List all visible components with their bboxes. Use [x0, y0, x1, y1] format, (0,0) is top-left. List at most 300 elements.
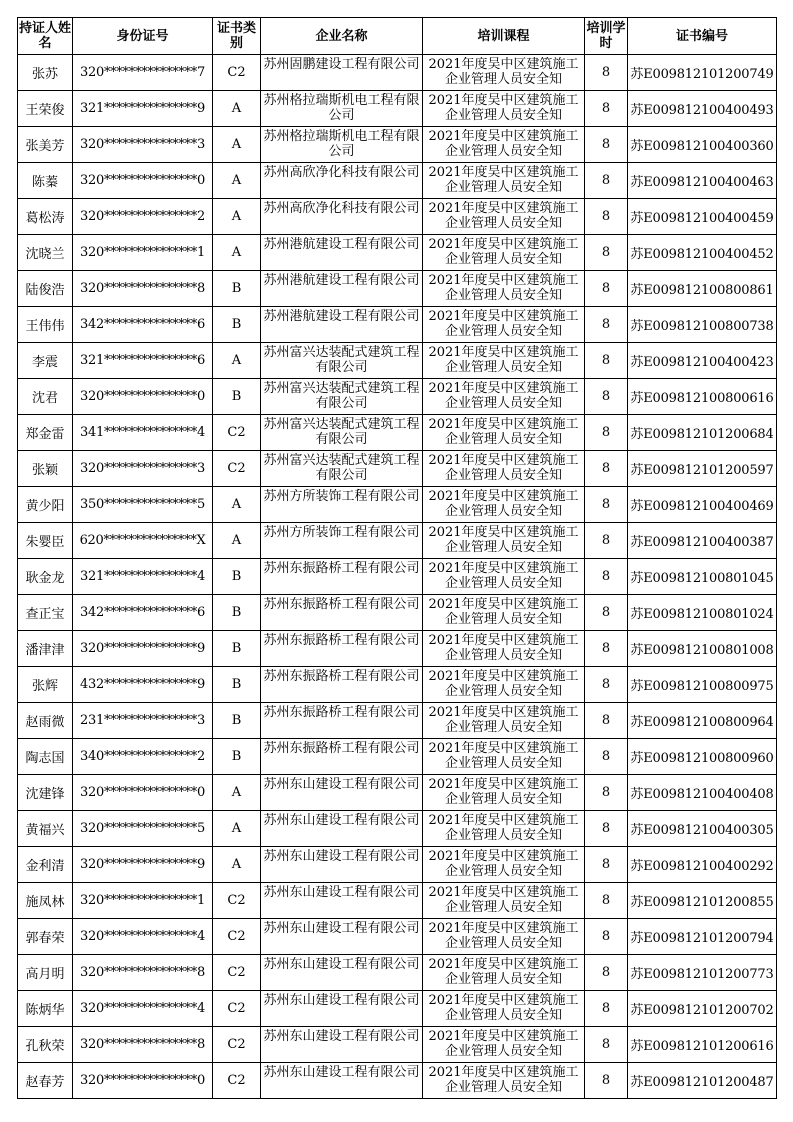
training-course-cell — [423, 235, 585, 271]
company-name-cell — [261, 847, 423, 883]
company-name-text: 苏州富兴达装配式建筑工程有限公司 — [263, 416, 420, 447]
company-name-cell — [261, 199, 423, 235]
id-number-cell: 340***************2 — [73, 739, 213, 775]
cert-number-cell: 苏E009812100800738 — [628, 307, 777, 343]
company-name-text: 苏州东振路桥工程有限公司 — [263, 596, 420, 612]
training-hours-cell: 8 — [585, 811, 628, 847]
training-hours-cell: 8 — [585, 91, 628, 127]
training-hours-cell: 8 — [585, 739, 628, 775]
holder-name-cell: 李震 — [18, 343, 73, 379]
cert-number-cell: 苏E009812101200487 — [628, 1063, 777, 1099]
training-hours-cell: 8 — [585, 1063, 628, 1099]
table-row — [18, 163, 777, 199]
cert-number-cell: 苏E009812100400493 — [628, 91, 777, 127]
holder-name-cell: 沈君 — [18, 379, 73, 415]
id-number-cell: 341***************4 — [73, 415, 213, 451]
training-course-cell — [423, 847, 585, 883]
holder-name-cell: 黄福兴 — [18, 811, 73, 847]
cert-number-cell: 苏E009812100400459 — [628, 199, 777, 235]
training-course-cell — [423, 955, 585, 991]
table-row — [18, 127, 777, 163]
certificate-table — [17, 17, 777, 1099]
training-hours-cell: 8 — [585, 199, 628, 235]
cert-category-cell: A — [213, 487, 261, 523]
training-course-text: 2021年度吴中区建筑施工企业管理人员安全知 — [428, 668, 579, 699]
table-row — [18, 559, 777, 595]
company-name-text: 苏州高欣净化科技有限公司 — [263, 200, 420, 216]
company-name-cell — [261, 955, 423, 991]
id-number-cell: 320***************0 — [73, 163, 213, 199]
holder-name-cell: 王荣俊 — [18, 91, 73, 127]
cert-category-cell: A — [213, 91, 261, 127]
training-course-cell — [423, 631, 585, 667]
company-name-cell — [261, 127, 423, 163]
table-row — [18, 415, 777, 451]
company-name-text: 苏州港航建设工程有限公司 — [263, 236, 420, 252]
cert-category-cell: C2 — [213, 1063, 261, 1099]
training-course-text: 2021年度吴中区建筑施工企业管理人员安全知 — [428, 776, 579, 807]
company-name-text: 苏州东山建设工程有限公司 — [263, 920, 420, 936]
training-course-cell — [423, 343, 585, 379]
table-row — [18, 991, 777, 1027]
training-hours-cell: 8 — [585, 343, 628, 379]
training-hours-cell: 8 — [585, 919, 628, 955]
holder-name-cell: 赵雨微 — [18, 703, 73, 739]
training-course-cell — [423, 523, 585, 559]
holder-name-cell: 高月明 — [18, 955, 73, 991]
training-hours-cell: 8 — [585, 559, 628, 595]
training-hours-cell: 8 — [585, 451, 628, 487]
cert-number-cell: 苏E009812100400408 — [628, 775, 777, 811]
company-name-cell — [261, 1063, 423, 1099]
holder-name-cell: 陈蓁 — [18, 163, 73, 199]
id-number-cell: 350***************5 — [73, 487, 213, 523]
table-row — [18, 1063, 777, 1099]
training-course-text: 2021年度吴中区建筑施工企业管理人员安全知 — [428, 812, 579, 843]
holder-name-cell: 陶志国 — [18, 739, 73, 775]
table-row — [18, 1027, 777, 1063]
cert-number-cell: 苏E009812100400423 — [628, 343, 777, 379]
cert-number-cell: 苏E009812100400360 — [628, 127, 777, 163]
training-course-text: 2021年度吴中区建筑施工企业管理人员安全知 — [428, 956, 579, 987]
company-name-text: 苏州东山建设工程有限公司 — [263, 1064, 420, 1080]
table-row — [18, 91, 777, 127]
header-id-number: 身份证号 — [73, 18, 213, 55]
id-number-cell: 320***************7 — [73, 55, 213, 91]
holder-name-cell: 赵春芳 — [18, 1063, 73, 1099]
id-number-cell: 320***************1 — [73, 235, 213, 271]
company-name-cell — [261, 991, 423, 1027]
cert-category-cell: B — [213, 307, 261, 343]
id-number-cell: 321***************9 — [73, 91, 213, 127]
training-hours-cell: 8 — [585, 415, 628, 451]
training-hours-cell: 8 — [585, 487, 628, 523]
company-name-text: 苏州东山建设工程有限公司 — [263, 992, 420, 1008]
training-course-cell — [423, 883, 585, 919]
training-course-text: 2021年度吴中区建筑施工企业管理人员安全知 — [428, 272, 579, 303]
id-number-cell: 320***************5 — [73, 811, 213, 847]
holder-name-cell: 陆俊浩 — [18, 271, 73, 307]
training-course-text: 2021年度吴中区建筑施工企业管理人员安全知 — [428, 380, 579, 411]
training-course-text: 2021年度吴中区建筑施工企业管理人员安全知 — [428, 308, 579, 339]
company-name-cell — [261, 343, 423, 379]
training-course-cell — [423, 667, 585, 703]
id-number-cell: 320***************9 — [73, 847, 213, 883]
id-number-cell: 320***************0 — [73, 379, 213, 415]
id-number-cell: 321***************4 — [73, 559, 213, 595]
cert-number-cell: 苏E009812101200773 — [628, 955, 777, 991]
company-name-cell — [261, 811, 423, 847]
id-number-cell: 320***************9 — [73, 631, 213, 667]
id-number-cell: 320***************3 — [73, 127, 213, 163]
company-name-text: 苏州东山建设工程有限公司 — [263, 884, 420, 900]
training-hours-cell: 8 — [585, 883, 628, 919]
cert-number-cell: 苏E009812100800960 — [628, 739, 777, 775]
training-course-text: 2021年度吴中区建筑施工企业管理人员安全知 — [428, 488, 579, 519]
company-name-cell — [261, 415, 423, 451]
training-hours-cell: 8 — [585, 667, 628, 703]
id-number-cell: 620***************X — [73, 523, 213, 559]
cert-category-cell: B — [213, 559, 261, 595]
training-course-text: 2021年度吴中区建筑施工企业管理人员安全知 — [428, 1064, 579, 1095]
training-course-text: 2021年度吴中区建筑施工企业管理人员安全知 — [428, 992, 579, 1023]
holder-name-cell: 潘津津 — [18, 631, 73, 667]
id-number-cell: 320***************8 — [73, 955, 213, 991]
cert-category-cell: A — [213, 523, 261, 559]
holder-name-cell: 朱婴臣 — [18, 523, 73, 559]
cert-category-cell: A — [213, 847, 261, 883]
training-course-cell — [423, 775, 585, 811]
training-course-text: 2021年度吴中区建筑施工企业管理人员安全知 — [428, 128, 579, 159]
cert-category-cell: C2 — [213, 955, 261, 991]
cert-category-cell: A — [213, 199, 261, 235]
cert-number-cell: 苏E009812101200749 — [628, 55, 777, 91]
training-course-cell — [423, 739, 585, 775]
training-course-cell — [423, 991, 585, 1027]
cert-category-cell: A — [213, 235, 261, 271]
holder-name-cell: 耿金龙 — [18, 559, 73, 595]
holder-name-cell: 张苏 — [18, 55, 73, 91]
training-course-cell — [423, 1063, 585, 1099]
table-header — [18, 18, 777, 55]
company-name-text: 苏州格拉瑞斯机电工程有限公司 — [263, 92, 420, 123]
holder-name-cell: 金利清 — [18, 847, 73, 883]
cert-category-cell: C2 — [213, 415, 261, 451]
company-name-text: 苏州东振路桥工程有限公司 — [263, 668, 420, 684]
training-course-cell — [423, 307, 585, 343]
company-name-cell — [261, 775, 423, 811]
cert-category-cell: A — [213, 163, 261, 199]
cert-number-cell: 苏E009812100400292 — [628, 847, 777, 883]
training-course-cell — [423, 271, 585, 307]
training-course-cell — [423, 811, 585, 847]
cert-number-cell: 苏E009812100801008 — [628, 631, 777, 667]
training-course-text: 2021年度吴中区建筑施工企业管理人员安全知 — [428, 884, 579, 915]
training-hours-cell: 8 — [585, 379, 628, 415]
company-name-cell — [261, 559, 423, 595]
company-name-cell — [261, 271, 423, 307]
training-course-text: 2021年度吴中区建筑施工企业管理人员安全知 — [428, 416, 579, 447]
company-name-cell — [261, 487, 423, 523]
company-name-text: 苏州富兴达装配式建筑工程有限公司 — [263, 344, 420, 375]
table-row — [18, 199, 777, 235]
cert-category-cell: A — [213, 775, 261, 811]
training-course-text: 2021年度吴中区建筑施工企业管理人员安全知 — [428, 848, 579, 879]
cert-category-cell: C2 — [213, 883, 261, 919]
training-course-cell — [423, 91, 585, 127]
cert-category-cell: C2 — [213, 451, 261, 487]
holder-name-cell: 查正宝 — [18, 595, 73, 631]
training-course-text: 2021年度吴中区建筑施工企业管理人员安全知 — [428, 236, 579, 267]
table-row — [18, 883, 777, 919]
id-number-cell: 432***************9 — [73, 667, 213, 703]
cert-number-cell: 苏E009812101200684 — [628, 415, 777, 451]
table-row — [18, 919, 777, 955]
table-row — [18, 739, 777, 775]
training-course-cell — [423, 127, 585, 163]
holder-name-cell: 施凤林 — [18, 883, 73, 919]
training-course-cell — [423, 919, 585, 955]
company-name-cell — [261, 703, 423, 739]
training-hours-cell: 8 — [585, 847, 628, 883]
id-number-cell: 320***************0 — [73, 775, 213, 811]
company-name-cell — [261, 667, 423, 703]
id-number-cell: 321***************6 — [73, 343, 213, 379]
header-training-course: 培训课程 — [423, 18, 585, 55]
company-name-text: 苏州东山建设工程有限公司 — [263, 956, 420, 972]
cert-number-cell: 苏E009812100800975 — [628, 667, 777, 703]
header-row — [18, 18, 777, 55]
table-row — [18, 271, 777, 307]
training-course-text: 2021年度吴中区建筑施工企业管理人员安全知 — [428, 344, 579, 375]
company-name-cell — [261, 55, 423, 91]
cert-number-cell: 苏E009812100400463 — [628, 163, 777, 199]
training-course-text: 2021年度吴中区建筑施工企业管理人员安全知 — [428, 200, 579, 231]
holder-name-cell: 郭春荣 — [18, 919, 73, 955]
header-cert-number: 证书编号 — [628, 18, 777, 55]
id-number-cell: 320***************0 — [73, 1063, 213, 1099]
id-number-cell: 231***************3 — [73, 703, 213, 739]
training-hours-cell: 8 — [585, 595, 628, 631]
table-row — [18, 631, 777, 667]
holder-name-cell: 沈晓兰 — [18, 235, 73, 271]
training-course-cell — [423, 595, 585, 631]
id-number-cell: 342***************6 — [73, 595, 213, 631]
table-row — [18, 451, 777, 487]
cert-category-cell: B — [213, 631, 261, 667]
cert-number-cell: 苏E009812100800964 — [628, 703, 777, 739]
company-name-cell — [261, 523, 423, 559]
cert-category-cell: C2 — [213, 55, 261, 91]
table-row — [18, 703, 777, 739]
cert-category-cell: C2 — [213, 991, 261, 1027]
company-name-text: 苏州港航建设工程有限公司 — [263, 308, 420, 324]
training-course-text: 2021年度吴中区建筑施工企业管理人员安全知 — [428, 164, 579, 195]
company-name-cell — [261, 379, 423, 415]
cert-category-cell: C2 — [213, 1027, 261, 1063]
company-name-text: 苏州东振路桥工程有限公司 — [263, 560, 420, 576]
company-name-cell — [261, 451, 423, 487]
company-name-text: 苏州东振路桥工程有限公司 — [263, 704, 420, 720]
cert-category-cell: B — [213, 271, 261, 307]
table-body — [18, 55, 777, 1099]
training-hours-cell: 8 — [585, 307, 628, 343]
company-name-text: 苏州富兴达装配式建筑工程有限公司 — [263, 452, 420, 483]
cert-category-cell: B — [213, 595, 261, 631]
training-hours-cell: 8 — [585, 631, 628, 667]
cert-number-cell: 苏E009812100400469 — [628, 487, 777, 523]
training-course-text: 2021年度吴中区建筑施工企业管理人员安全知 — [428, 92, 579, 123]
training-hours-cell: 8 — [585, 775, 628, 811]
training-hours-cell: 8 — [585, 1027, 628, 1063]
company-name-text: 苏州格拉瑞斯机电工程有限公司 — [263, 128, 420, 159]
company-name-cell — [261, 919, 423, 955]
table-row — [18, 847, 777, 883]
holder-name-cell: 沈建锋 — [18, 775, 73, 811]
company-name-cell — [261, 1027, 423, 1063]
training-course-cell — [423, 415, 585, 451]
company-name-text: 苏州方所装饰工程有限公司 — [263, 524, 420, 540]
company-name-text: 苏州东山建设工程有限公司 — [263, 776, 420, 792]
company-name-cell — [261, 163, 423, 199]
table-row — [18, 487, 777, 523]
training-course-text: 2021年度吴中区建筑施工企业管理人员安全知 — [428, 740, 579, 771]
header-company-name: 企业名称 — [261, 18, 423, 55]
training-course-cell — [423, 703, 585, 739]
training-course-cell — [423, 559, 585, 595]
id-number-cell: 320***************4 — [73, 919, 213, 955]
cert-category-cell: C2 — [213, 919, 261, 955]
training-course-text: 2021年度吴中区建筑施工企业管理人员安全知 — [428, 1028, 579, 1059]
cert-number-cell: 苏E009812101200794 — [628, 919, 777, 955]
holder-name-cell: 郑金雷 — [18, 415, 73, 451]
training-course-text: 2021年度吴中区建筑施工企业管理人员安全知 — [428, 704, 579, 735]
training-course-text: 2021年度吴中区建筑施工企业管理人员安全知 — [428, 56, 579, 87]
table-row — [18, 595, 777, 631]
id-number-cell: 320***************8 — [73, 1027, 213, 1063]
cert-number-cell: 苏E009812100801045 — [628, 559, 777, 595]
holder-name-cell: 张美芳 — [18, 127, 73, 163]
holder-name-cell: 张颖 — [18, 451, 73, 487]
header-training-hours: 培训学时 — [585, 18, 628, 55]
company-name-cell — [261, 307, 423, 343]
company-name-text: 苏州高欣净化科技有限公司 — [263, 164, 420, 180]
company-name-cell — [261, 739, 423, 775]
training-course-text: 2021年度吴中区建筑施工企业管理人员安全知 — [428, 560, 579, 591]
training-hours-cell: 8 — [585, 127, 628, 163]
cert-category-cell: A — [213, 811, 261, 847]
cert-category-cell: A — [213, 343, 261, 379]
company-name-text: 苏州东山建设工程有限公司 — [263, 848, 420, 864]
table-row — [18, 955, 777, 991]
cert-number-cell: 苏E009812100800861 — [628, 271, 777, 307]
training-course-cell — [423, 379, 585, 415]
company-name-cell — [261, 91, 423, 127]
training-hours-cell: 8 — [585, 163, 628, 199]
table-row — [18, 811, 777, 847]
company-name-text: 苏州东振路桥工程有限公司 — [263, 632, 420, 648]
cert-category-cell: A — [213, 127, 261, 163]
training-course-text: 2021年度吴中区建筑施工企业管理人员安全知 — [428, 596, 579, 627]
training-course-text: 2021年度吴中区建筑施工企业管理人员安全知 — [428, 524, 579, 555]
id-number-cell: 320***************8 — [73, 271, 213, 307]
training-course-cell — [423, 1027, 585, 1063]
company-name-text: 苏州港航建设工程有限公司 — [263, 272, 420, 288]
training-course-text: 2021年度吴中区建筑施工企业管理人员安全知 — [428, 452, 579, 483]
company-name-text: 苏州方所装饰工程有限公司 — [263, 488, 420, 504]
holder-name-cell: 葛松涛 — [18, 199, 73, 235]
table-row — [18, 379, 777, 415]
training-course-cell — [423, 451, 585, 487]
company-name-text: 苏州富兴达装配式建筑工程有限公司 — [263, 380, 420, 411]
holder-name-cell: 孔秋荣 — [18, 1027, 73, 1063]
cert-category-cell: B — [213, 739, 261, 775]
table-row — [18, 235, 777, 271]
company-name-text: 苏州东山建设工程有限公司 — [263, 1028, 420, 1044]
company-name-cell — [261, 883, 423, 919]
table-row — [18, 667, 777, 703]
cert-number-cell: 苏E009812100400305 — [628, 811, 777, 847]
holder-name-cell: 黄少阳 — [18, 487, 73, 523]
cert-number-cell: 苏E009812101200855 — [628, 883, 777, 919]
table-row — [18, 343, 777, 379]
cert-number-cell: 苏E009812100400387 — [628, 523, 777, 559]
table-row — [18, 775, 777, 811]
training-course-cell — [423, 487, 585, 523]
id-number-cell: 320***************1 — [73, 883, 213, 919]
training-course-text: 2021年度吴中区建筑施工企业管理人员安全知 — [428, 632, 579, 663]
cert-number-cell: 苏E009812101200702 — [628, 991, 777, 1027]
header-cert-category: 证书类别 — [213, 18, 261, 55]
cert-category-cell: B — [213, 379, 261, 415]
holder-name-cell: 王伟伟 — [18, 307, 73, 343]
company-name-cell — [261, 595, 423, 631]
cert-number-cell: 苏E009812100400452 — [628, 235, 777, 271]
training-hours-cell: 8 — [585, 235, 628, 271]
id-number-cell: 342***************6 — [73, 307, 213, 343]
training-course-cell — [423, 55, 585, 91]
training-hours-cell: 8 — [585, 703, 628, 739]
training-hours-cell: 8 — [585, 523, 628, 559]
training-course-text: 2021年度吴中区建筑施工企业管理人员安全知 — [428, 920, 579, 951]
training-hours-cell: 8 — [585, 271, 628, 307]
cert-category-cell: B — [213, 703, 261, 739]
holder-name-cell: 陈炳华 — [18, 991, 73, 1027]
id-number-cell: 320***************2 — [73, 199, 213, 235]
company-name-text: 苏州东山建设工程有限公司 — [263, 812, 420, 828]
company-name-text: 苏州固鹏建设工程有限公司 — [263, 56, 420, 72]
holder-name-cell: 张辉 — [18, 667, 73, 703]
training-hours-cell: 8 — [585, 955, 628, 991]
table-row — [18, 55, 777, 91]
id-number-cell: 320***************3 — [73, 451, 213, 487]
training-hours-cell: 8 — [585, 55, 628, 91]
cert-number-cell: 苏E009812100801024 — [628, 595, 777, 631]
cert-number-cell: 苏E009812100800616 — [628, 379, 777, 415]
id-number-cell: 320***************4 — [73, 991, 213, 1027]
table-row — [18, 307, 777, 343]
cert-category-cell: B — [213, 667, 261, 703]
company-name-cell — [261, 235, 423, 271]
training-course-cell — [423, 199, 585, 235]
training-hours-cell: 8 — [585, 991, 628, 1027]
company-name-text: 苏州东振路桥工程有限公司 — [263, 740, 420, 756]
cert-number-cell: 苏E009812101200616 — [628, 1027, 777, 1063]
table-row — [18, 523, 777, 559]
company-name-cell — [261, 631, 423, 667]
header-holder-name: 持证人姓名 — [18, 18, 73, 55]
training-course-cell — [423, 163, 585, 199]
